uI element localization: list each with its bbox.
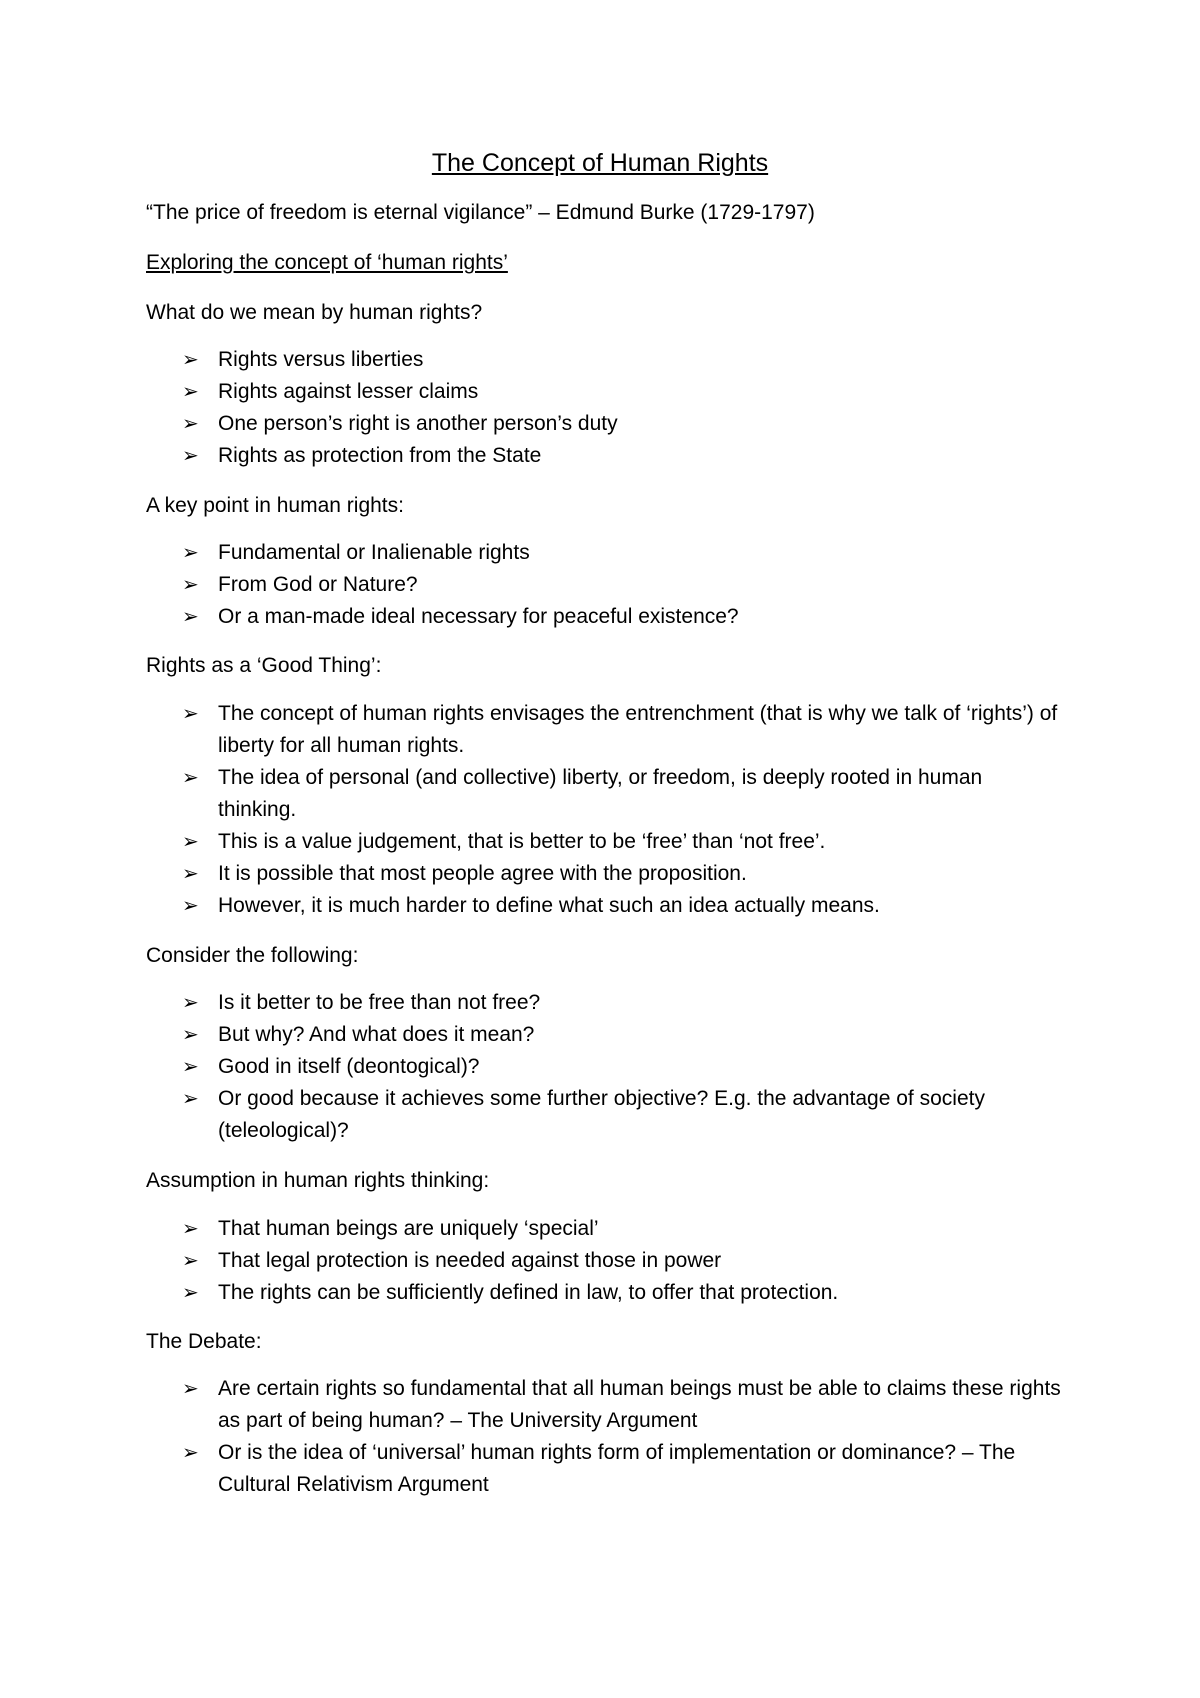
list-item: ➢ Fundamental or Inalienable rights <box>182 537 1062 569</box>
section-heading: What do we mean by human rights? <box>146 301 483 324</box>
list-item: ➢ Rights against lesser claims <box>182 376 1062 408</box>
list-item: ➢ It is possible that most people agree with the proposition. <box>182 858 1062 890</box>
section-heading: Consider the following: <box>146 944 359 967</box>
section-heading: The Debate: <box>146 1330 262 1353</box>
arrow-bullet-icon: ➢ <box>182 542 199 564</box>
arrow-bullet-icon: ➢ <box>182 1024 199 1046</box>
bullet-list <box>182 1213 1062 1309</box>
list-item: ➢ Rights as protection from the State <box>182 440 1062 472</box>
list-item: ➢ That legal protection is needed against those in power <box>182 1245 1062 1277</box>
arrow-bullet-icon: ➢ <box>182 703 199 725</box>
list-item: ➢ Rights versus liberties <box>182 344 1062 376</box>
arrow-bullet-icon: ➢ <box>182 767 199 789</box>
list-item: ➢ The rights can be sufficiently defined in law, to offer that protection. <box>182 1277 1062 1309</box>
arrow-bullet-icon: ➢ <box>182 863 199 885</box>
bullet-list <box>182 1373 1062 1501</box>
bullet-list <box>182 698 1062 922</box>
list-item: ➢ Or is the idea of ‘universal’ human rights form of implementation or dominance? – The Cultural Relativism Argument <box>182 1437 1062 1501</box>
bullet-list <box>182 537 1062 633</box>
list-item: ➢ Are certain rights so fundamental that all human beings must be able to claims these rights as part of being human? – The University Argument <box>182 1373 1062 1437</box>
section-heading: A key point in human rights: <box>146 494 404 517</box>
arrow-bullet-icon: ➢ <box>182 1056 199 1078</box>
arrow-bullet-icon: ➢ <box>182 1282 199 1304</box>
arrow-bullet-icon: ➢ <box>182 413 199 435</box>
arrow-bullet-icon: ➢ <box>182 381 199 403</box>
list-item: ➢ Good in itself (deontogical)? <box>182 1051 1062 1083</box>
arrow-bullet-icon: ➢ <box>182 1088 199 1110</box>
arrow-bullet-icon: ➢ <box>182 1218 199 1240</box>
arrow-bullet-icon: ➢ <box>182 574 199 596</box>
list-item: ➢ This is a value judgement, that is better to be ‘free’ than ‘not free’. <box>182 826 1062 858</box>
list-item: ➢ Or good because it achieves some further objective? E.g. the advantage of society (teleological)? <box>182 1083 1062 1147</box>
arrow-bullet-icon: ➢ <box>182 1442 199 1464</box>
arrow-bullet-icon: ➢ <box>182 895 199 917</box>
list-item: ➢ One person’s right is another person’s duty <box>182 408 1062 440</box>
list-item: ➢ From God or Nature? <box>182 569 1062 601</box>
list-item: ➢ However, it is much harder to define what such an idea actually means. <box>182 890 1062 922</box>
list-item: ➢ Or a man-made ideal necessary for peaceful existence? <box>182 601 1062 633</box>
bullet-list <box>182 987 1062 1147</box>
arrow-bullet-icon: ➢ <box>182 831 199 853</box>
list-item: ➢ But why? And what does it mean? <box>182 1019 1062 1051</box>
arrow-bullet-icon: ➢ <box>182 445 199 467</box>
list-item: ➢ That human beings are uniquely ‘special’ <box>182 1213 1062 1245</box>
section-heading: Assumption in human rights thinking: <box>146 1169 490 1192</box>
list-item: ➢ The concept of human rights envisages the entrenchment (that is why we talk of ‘rights’) of liberty for all human rights. <box>182 698 1062 762</box>
list-item: ➢ The idea of personal (and collective) liberty, or freedom, is deeply rooted in human thinking. <box>182 762 1062 826</box>
arrow-bullet-icon: ➢ <box>182 349 199 371</box>
page-title: The Concept of Human Rights <box>431 149 769 177</box>
arrow-bullet-icon: ➢ <box>182 992 199 1014</box>
list-item: ➢ Is it better to be free than not free? <box>182 987 1062 1019</box>
section-heading: Rights as a ‘Good Thing’: <box>146 654 382 677</box>
subheading: Exploring the concept of ‘human rights’ <box>146 251 508 274</box>
bullet-list <box>182 344 1062 472</box>
quote: “The price of freedom is eternal vigilance” – Edmund Burke (1729-1797) <box>146 201 815 224</box>
arrow-bullet-icon: ➢ <box>182 606 199 628</box>
arrow-bullet-icon: ➢ <box>182 1250 199 1272</box>
arrow-bullet-icon: ➢ <box>182 1378 199 1400</box>
